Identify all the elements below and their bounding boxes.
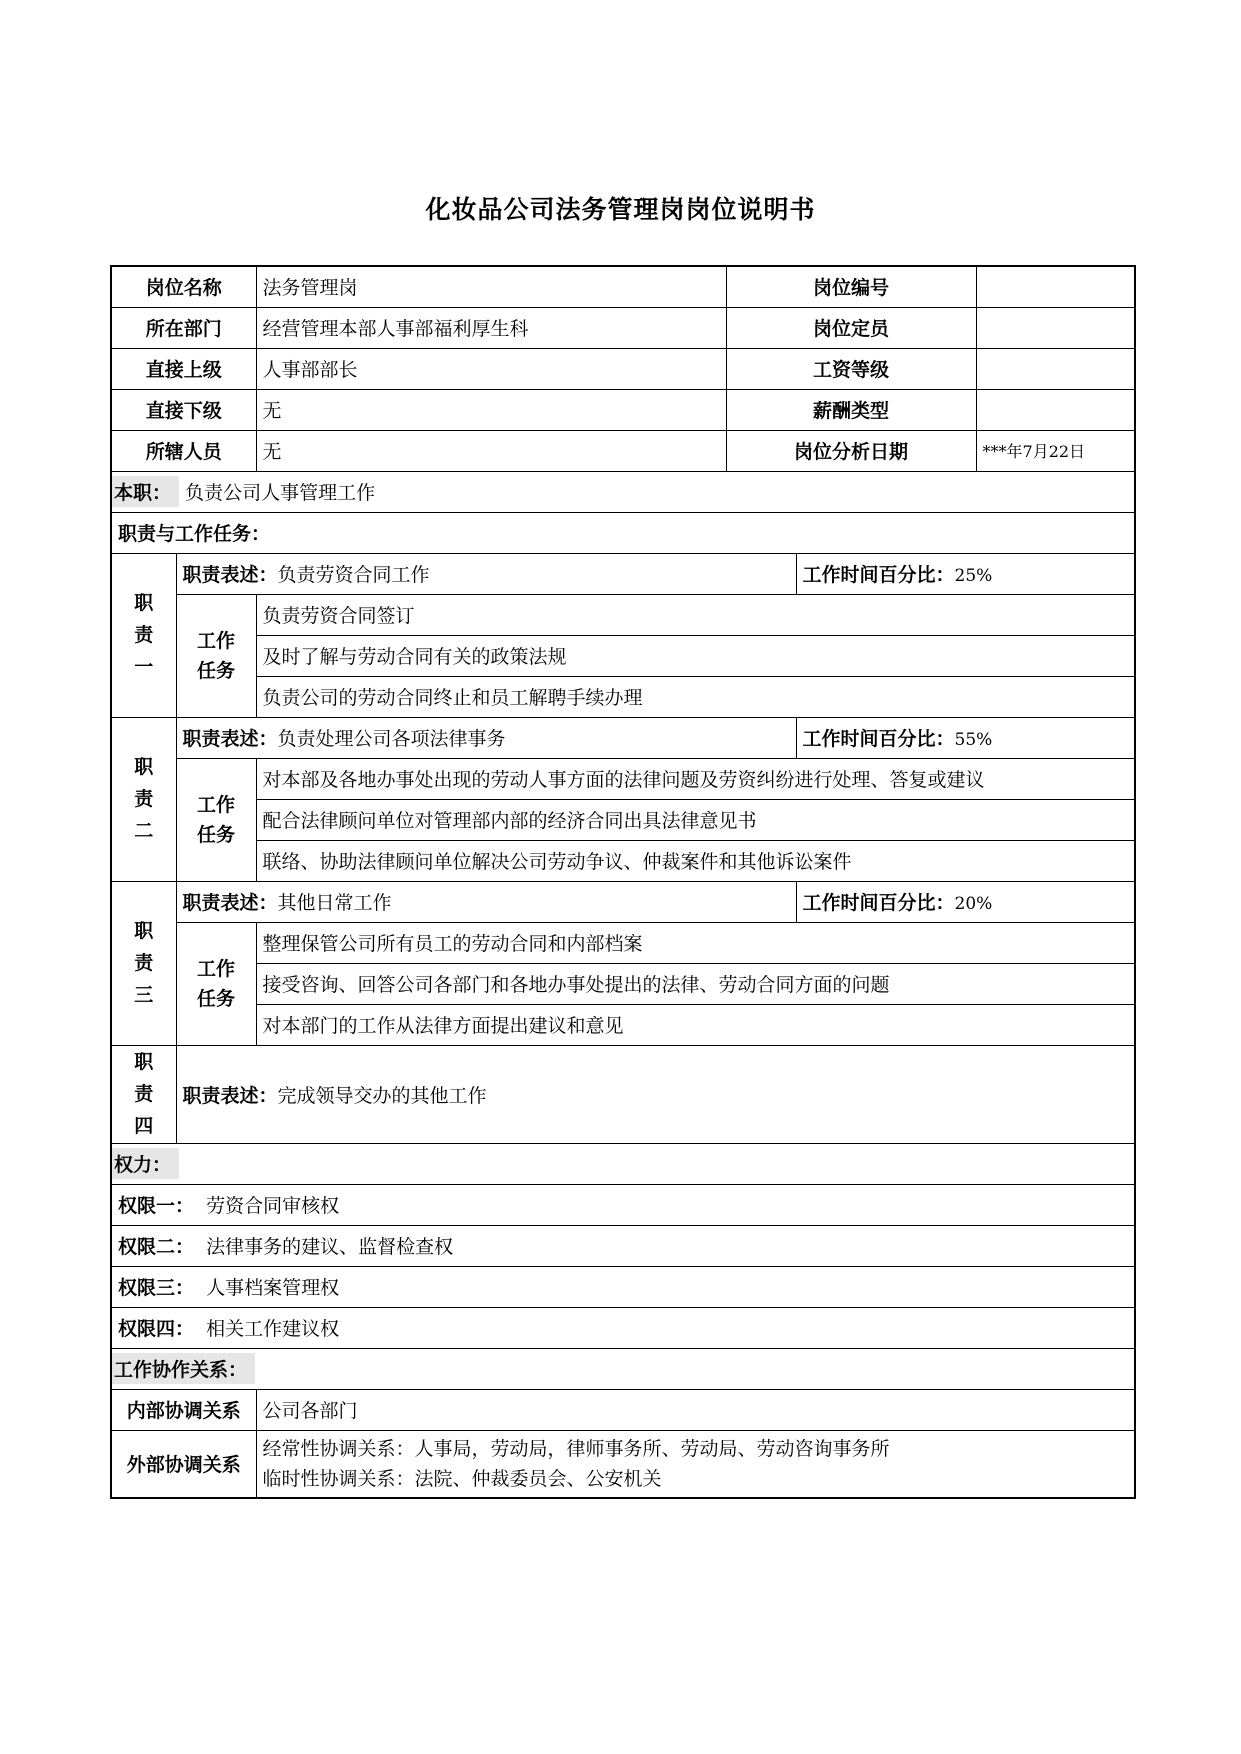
- duty-2-pct: 工作时间百分比：55%: [796, 717, 1135, 758]
- row-external-relations: [111, 1430, 1135, 1498]
- duty-2-task-row: [111, 758, 1135, 799]
- superior-label: 直接上级: [111, 348, 256, 389]
- duty-1-task-label: 工作 任务: [176, 594, 256, 717]
- salary-grade-value: [976, 348, 1135, 389]
- external-value: [256, 1430, 1135, 1498]
- row-staff: [111, 430, 1135, 471]
- duties-header: 职责与工作任务：: [111, 512, 1135, 553]
- duty-1-task-row: [111, 676, 1135, 717]
- duty-3-task-1: 整理保管公司所有员工的劳动合同和内部档案: [256, 922, 1135, 963]
- row-internal-relations: [111, 1389, 1135, 1430]
- duty-1-task-1: 负责劳资合同签订: [256, 594, 1135, 635]
- subordinate-label: 直接下级: [111, 389, 256, 430]
- quota-label: 岗位定员: [726, 307, 976, 348]
- authority-1-label: 权限一：: [118, 1195, 195, 1217]
- duty-2-task-2: 配合法律顾问单位对管理部内部的经济合同出具法律意见书: [256, 799, 1135, 840]
- duty-1-task-2: 及时了解与劳动合同有关的政策法规: [256, 635, 1135, 676]
- authority-3-label: 权限三：: [118, 1277, 195, 1299]
- duty-4-row: [111, 1045, 1135, 1143]
- authority-4-text: 相关工作建议权: [206, 1318, 340, 1340]
- duty-3-task-row: [111, 922, 1135, 963]
- row-subordinate: [111, 389, 1135, 430]
- duty-1-task-3: 负责公司的劳动合同终止和员工解聘手续办理: [256, 676, 1135, 717]
- duty-4-label: 职 责 四: [111, 1045, 176, 1143]
- authority-item: [111, 1184, 1135, 1225]
- quota-value: [976, 307, 1135, 348]
- duty-1-pct: 工作时间百分比：25%: [796, 553, 1135, 594]
- post-name-label: 岗位名称: [111, 266, 256, 307]
- authority-3-text: 人事档案管理权: [206, 1277, 340, 1299]
- authority-item: [111, 1307, 1135, 1348]
- authority-header: 权力：: [112, 1148, 179, 1179]
- duty-2-task-row: [111, 799, 1135, 840]
- external-label: 外部协调关系: [111, 1430, 256, 1498]
- duty-3-task-label: 工作 任务: [176, 922, 256, 1045]
- internal-value: 公司各部门: [256, 1389, 1135, 1430]
- post-no-label: 岗位编号: [726, 266, 976, 307]
- subordinate-value: 无: [256, 389, 726, 430]
- duty-3-task-row: [111, 963, 1135, 1004]
- pay-type-value: [976, 389, 1135, 430]
- duty-2-task-label: 工作 任务: [176, 758, 256, 881]
- analysis-date-label: 岗位分析日期: [726, 430, 976, 471]
- duty-3-pct: 工作时间百分比：20%: [796, 881, 1135, 922]
- duty-3-task-row: [111, 1004, 1135, 1045]
- row-dept: [111, 307, 1135, 348]
- mission-label: 本职：: [112, 476, 179, 507]
- row-duties-header: [111, 512, 1135, 553]
- job-description-table: [110, 265, 1136, 1499]
- post-no-value: [976, 266, 1135, 307]
- row-post-name: [111, 266, 1135, 307]
- authority-item: [111, 1225, 1135, 1266]
- external-temporary: 临时性协调关系：法院、仲裁委员会、公安机关: [262, 1467, 662, 1490]
- duty-2-label: 职 责 二: [111, 717, 176, 881]
- duty-2-task-1: 对本部及各地办事处出现的劳动人事方面的法律问题及劳资纠纷进行处理、答复或建议: [256, 758, 1135, 799]
- duty-3-desc: 职责表述：其他日常工作: [176, 881, 796, 922]
- staff-value: 无: [256, 430, 726, 471]
- authority-1-text: 劳资合同审核权: [206, 1195, 340, 1217]
- authority-item: [111, 1266, 1135, 1307]
- superior-value: 人事部部长: [256, 348, 726, 389]
- row-authority-header: [111, 1143, 1135, 1184]
- staff-label: 所辖人员: [111, 430, 256, 471]
- duty-2-desc-row: [111, 717, 1135, 758]
- analysis-date-value: ***年7月22日: [976, 430, 1135, 471]
- duty-2-task-3: 联络、协助法律顾问单位解决公司劳动争议、仲裁案件和其他诉讼案件: [256, 840, 1135, 881]
- post-name-value: 法务管理岗: [256, 266, 726, 307]
- duty-1-task-row: [111, 635, 1135, 676]
- duty-1-desc: 职责表述：负责劳资合同工作: [176, 553, 796, 594]
- authority-4-label: 权限四：: [118, 1318, 195, 1340]
- relations-header: 工作协作关系：: [112, 1353, 255, 1384]
- dept-value: 经营管理本部人事部福利厚生科: [256, 307, 726, 348]
- row-mission: [111, 471, 1135, 512]
- duty-4-desc: 职责表述：完成领导交办的其他工作: [176, 1045, 1135, 1143]
- salary-grade-label: 工资等级: [726, 348, 976, 389]
- duty-3-task-2: 接受咨询、回答公司各部门和各地办事处提出的法律、劳动合同方面的问题: [256, 963, 1135, 1004]
- authority-2-text: 法律事务的建议、监督检查权: [206, 1236, 454, 1258]
- duty-1-desc-row: [111, 553, 1135, 594]
- duty-1-task-row: [111, 594, 1135, 635]
- page-title: 化妆品公司法务管理岗岗位说明书: [425, 195, 816, 224]
- mission-text: 负责公司人事管理工作: [185, 482, 376, 504]
- internal-label: 内部协调关系: [111, 1389, 256, 1430]
- duty-3-label: 职 责 三: [111, 881, 176, 1045]
- row-relations-header: [111, 1348, 1135, 1389]
- duty-3-desc-row: [111, 881, 1135, 922]
- row-superior: [111, 348, 1135, 389]
- duty-2-desc: 职责表述：负责处理公司各项法律事务: [176, 717, 796, 758]
- duty-2-task-row: [111, 840, 1135, 881]
- duty-1-label: 职 责 一: [111, 553, 176, 717]
- duty-3-task-3: 对本部门的工作从法律方面提出建议和意见: [256, 1004, 1135, 1045]
- external-regular: 经常性协调关系：人事局，劳动局，律师事务所、劳动局、劳动咨询事务所: [262, 1437, 890, 1460]
- pay-type-label: 薪酬类型: [726, 389, 976, 430]
- dept-label: 所在部门: [111, 307, 256, 348]
- authority-2-label: 权限二：: [118, 1236, 195, 1258]
